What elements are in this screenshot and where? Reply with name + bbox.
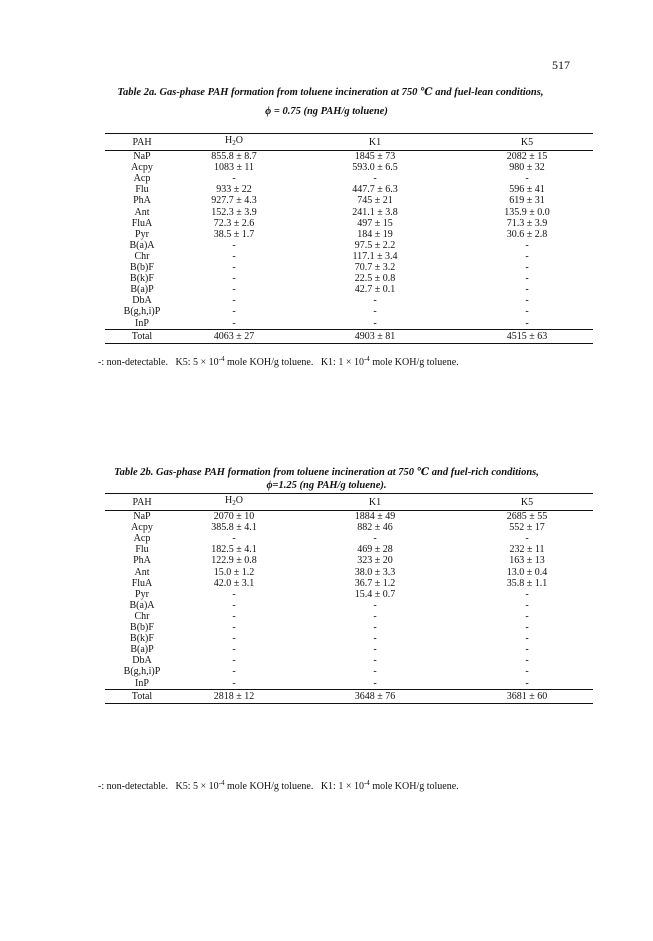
table-a-pah-name: NaP [133, 151, 151, 163]
table-a-row [105, 240, 593, 251]
table-a-caption-condition: ϕ = 0.75 (ng PAH/g toluene) [265, 106, 388, 117]
table-a-pah-name: B(b)F [130, 262, 154, 274]
table-a-cell: - [232, 173, 236, 185]
table-a-cell: 72.3 ± 2.6 [213, 217, 255, 229]
table-b-cell: 385.8 ± 4.1 [211, 522, 257, 534]
table-a-row [105, 162, 593, 173]
table-a-cell: - [525, 295, 529, 307]
table-a-cell: - [232, 306, 236, 318]
table-a-cell: 619 ± 31 [509, 195, 545, 207]
table-a-body [105, 151, 593, 344]
table-b-cell: - [373, 533, 377, 545]
table-a-cell: 980 ± 32 [509, 162, 545, 174]
table-b-total-cell: 3648 ± 76 [289, 689, 461, 703]
table-a-total-cell: 4515 ± 63 [461, 329, 593, 343]
table-b-cell: - [232, 610, 236, 622]
table-b-pah-name: B(a)P [130, 644, 154, 656]
table-b-row [105, 622, 593, 633]
table-b-cell: - [525, 599, 529, 611]
table-a-cell: 152.3 ± 3.9 [211, 206, 257, 218]
table-b-cell: - [525, 633, 529, 645]
table-a-row [105, 273, 593, 284]
table-a-row [105, 251, 593, 262]
table-b-row [105, 567, 593, 578]
table-b-cell: 469 ± 28 [357, 544, 393, 556]
table-a-header-h2o: $H_2O$ [179, 134, 289, 151]
table-a-cell: 38.5 ± 1.7 [213, 228, 255, 240]
table-a-cell: - [373, 295, 377, 307]
table-a-cell: 593.0 ± 6.5 [352, 162, 398, 174]
table-a-pah-name: Acpy [131, 162, 153, 174]
table-b-cell: 323 ± 20 [357, 555, 393, 567]
table-b-pah-name: B(k)F [130, 633, 154, 645]
table-b-cell: - [232, 633, 236, 645]
table-b-total-label: Total [105, 689, 179, 703]
table-a-pah-name: DbA [132, 295, 152, 307]
table-b-cell: 122.9 ± 0.8 [211, 555, 257, 567]
table-a-cell: 184 ± 19 [357, 228, 393, 240]
table-b-cell: 36.7 ± 1.2 [354, 577, 396, 589]
table-a-pah-name: PhA [133, 195, 151, 207]
table-b-cell: 42.0 ± 3.1 [213, 577, 255, 589]
table-b-row [105, 533, 593, 544]
table-b-header-row [105, 494, 593, 511]
table-a-header-pah: PAH [105, 134, 179, 151]
table-a-cell: 596 ± 41 [509, 184, 545, 196]
table-a-cell: 22.5 ± 0.8 [354, 273, 396, 285]
table-a-row [105, 295, 593, 306]
table-a-cell: 2082 ± 15 [506, 151, 548, 163]
table-a-row [105, 195, 593, 206]
table-a-pah-name: Ant [134, 206, 150, 218]
table-b-cell: - [232, 533, 236, 545]
table-a-caption-title: Table 2a. Gas-phase PAH formation from toluene incineration at 750 ℃ and fuel-lean conditions, [117, 87, 544, 98]
table-a-cell: - [373, 306, 377, 318]
table-a [105, 133, 593, 344]
table-a-cell: - [525, 239, 529, 251]
table-b-cell: - [525, 588, 529, 600]
table-b-cell: 38.0 ± 3.3 [354, 566, 396, 578]
table-a-cell: - [525, 173, 529, 185]
table-a-cell: - [525, 262, 529, 274]
table-b-row [105, 589, 593, 600]
table-b-cell: - [373, 610, 377, 622]
table-a-row [105, 173, 593, 184]
table-a-total-cell: 4903 ± 81 [289, 329, 461, 343]
table-b-cell: - [525, 622, 529, 634]
table-b-cell: 232 ± 11 [509, 544, 545, 556]
table-a-cell: - [373, 317, 377, 329]
table-b-row [105, 611, 593, 622]
table-b-total-row [105, 689, 593, 703]
table-a-header-k1: K1 [289, 134, 461, 151]
table-b-cell: - [232, 677, 236, 689]
table-b-caption-title: Table 2b. Gas-phase PAH formation from toluene incineration at 750 ℃ and fuel-rich conditions, [114, 467, 539, 478]
table-b-cell: - [525, 677, 529, 689]
table-b-pah-name: B(g,h,i)P [123, 666, 161, 678]
table-b-body [105, 511, 593, 704]
table-b-pah-name: Chr [134, 610, 150, 622]
table-a-row [105, 218, 593, 229]
table-a-cell: 42.7 ± 0.1 [354, 284, 396, 296]
table-a-cell: 241.1 ± 3.8 [352, 206, 398, 218]
table-a-total-label: Total [105, 329, 179, 343]
table-b-cell: - [232, 588, 236, 600]
table-b-cell: 1884 ± 49 [354, 511, 396, 523]
table-a-cell: 497 ± 15 [357, 217, 393, 229]
table-a-row [105, 151, 593, 163]
table-b-pah-name: Acpy [131, 522, 153, 534]
table-b-cell: - [373, 666, 377, 678]
table-a-cell: - [232, 317, 236, 329]
table-a-pah-name: FluA [131, 217, 153, 229]
table-b-pah-name: NaP [133, 511, 151, 523]
table-a-row [105, 262, 593, 273]
page-number: 517 [552, 58, 570, 72]
table-b-row [105, 678, 593, 690]
table-a-row [105, 184, 593, 195]
table-b-cell: - [525, 666, 529, 678]
table-b-footnote: -: non-detectable. K5: $5 \times 10^{-4}$ mole KOH/g toluene. K1: $1 \times 10^{-4}$ mole KOH/g toluene. [98, 779, 459, 792]
table-b-cell: - [373, 677, 377, 689]
table-a-pah-name: Flu [135, 184, 149, 196]
table-a-cell: 745 ± 21 [357, 195, 393, 207]
table-b-cell: 2685 ± 55 [506, 511, 548, 523]
table-b-cell: - [232, 644, 236, 656]
table-a-cell: - [525, 306, 529, 318]
table-a-cell: 1083 ± 11 [213, 162, 255, 174]
table-b-cell: - [525, 644, 529, 656]
table-a-cell: 30.6 ± 2.8 [506, 228, 548, 240]
table-b-cell: - [525, 610, 529, 622]
table-b-row [105, 555, 593, 566]
table-a-row [105, 318, 593, 330]
table-b-cell: - [232, 655, 236, 667]
table-a-pah-name: Pyr [135, 228, 149, 240]
table-a-pah-name: InP [135, 317, 149, 329]
table-b-cell: - [373, 644, 377, 656]
table-b-cell: 882 ± 46 [357, 522, 393, 534]
table-b-cell: - [373, 633, 377, 645]
table-b-cell: - [373, 622, 377, 634]
table-b-total-cell: 3681 ± 60 [461, 689, 593, 703]
table-b-cell: - [525, 655, 529, 667]
table-b-pah-name: Pyr [135, 588, 149, 600]
table-a-cell: - [232, 284, 236, 296]
table-a-cell: - [525, 273, 529, 285]
table-a-footnote: -: non-detectable. K5: $5 \times 10^{-4}$ mole KOH/g toluene. K1: $1 \times 10^{-4}$ mole KOH/g toluene. [98, 355, 459, 368]
table-b-cell: 182.5 ± 4.1 [211, 544, 257, 556]
table-b-row [105, 600, 593, 611]
table-b-pah-name: Ant [134, 566, 150, 578]
table-b-row [105, 644, 593, 655]
table-a-cell: - [232, 295, 236, 307]
table-a-pah-name: B(a)P [130, 284, 154, 296]
table-a-cell: - [232, 262, 236, 274]
table-a-cell: 97.5 ± 2.2 [354, 239, 396, 251]
table-a-cell: - [232, 273, 236, 285]
table-b-pah-name: Acp [133, 533, 151, 545]
table-b-cell: 15.4 ± 0.7 [354, 588, 396, 600]
table-a-cell: 447.7 ± 6.3 [352, 184, 398, 196]
table-a-cell: 855.8 ± 8.7 [211, 151, 257, 163]
table-a-cell: - [525, 317, 529, 329]
table-a-header-k5: K5 [461, 134, 593, 151]
table-a-total-row [105, 329, 593, 343]
table-b-cell: - [373, 599, 377, 611]
table-a-total-cell: 4063 ± 27 [179, 329, 289, 343]
table-b-cell: 163 ± 13 [509, 555, 545, 567]
table-a-pah-name: B(g,h,i)P [123, 306, 161, 318]
table-b-cell: - [373, 655, 377, 667]
table-a-header-row [105, 134, 593, 151]
table-a-pah-name: Acp [133, 173, 151, 185]
table-b-row [105, 578, 593, 589]
table-a-cell: 135.9 ± 0.0 [504, 206, 550, 218]
table-a-cell: - [232, 239, 236, 251]
table-b-header-pah: PAH [105, 494, 179, 511]
table-b-cell: 35.8 ± 1.1 [506, 577, 548, 589]
table-a-cell: - [373, 173, 377, 185]
table-b-cell: - [232, 622, 236, 634]
table-b-cell: 2070 ± 10 [213, 511, 255, 523]
table-b-pah-name: FluA [131, 577, 153, 589]
table-a-row [105, 229, 593, 240]
table-b-row [105, 511, 593, 523]
table-b-header-h2o: $H_2O$ [179, 494, 289, 511]
table-a-pah-name: Chr [134, 250, 150, 262]
table-b-header-k5: K5 [461, 494, 593, 511]
table-b-pah-name: DbA [132, 655, 152, 667]
table-b-row [105, 522, 593, 533]
table-a-cell: 933 ± 22 [216, 184, 252, 196]
table-b-row [105, 655, 593, 666]
table-a-cell: - [525, 284, 529, 296]
table-b-cell: - [232, 666, 236, 678]
table-a-caption [0, 86, 653, 117]
table-a-row [105, 207, 593, 218]
table-b-header-k1: K1 [289, 494, 461, 511]
table-a-cell: - [232, 250, 236, 262]
table-b-total-cell: 2818 ± 12 [179, 689, 289, 703]
table-a-cell: 117.1 ± 3.4 [352, 250, 398, 262]
table-b-row [105, 633, 593, 644]
table-b-cell: 15.0 ± 1.2 [213, 566, 255, 578]
table-b-cell: - [525, 533, 529, 545]
table-b-row [105, 544, 593, 555]
table-a-cell: 927.7 ± 4.3 [211, 195, 257, 207]
table-b-caption [0, 466, 653, 491]
table-b-pah-name: InP [135, 677, 149, 689]
table-a-row [105, 306, 593, 317]
table-b-caption-condition: ϕ=1.25 (ng PAH/g toluene). [266, 480, 387, 491]
table-a-cell: - [525, 250, 529, 262]
table-a-cell: 70.7 ± 3.2 [354, 262, 396, 274]
table-a-pah-name: B(a)A [129, 239, 155, 251]
table-a-cell: 1845 ± 73 [354, 151, 396, 163]
table-b-cell: - [232, 599, 236, 611]
table-b-pah-name: B(a)A [129, 599, 155, 611]
table-a-row [105, 284, 593, 295]
table-b-cell: 552 ± 17 [509, 522, 545, 534]
table-b-pah-name: PhA [133, 555, 151, 567]
table-b-pah-name: Flu [135, 544, 149, 556]
table-b-row [105, 666, 593, 677]
table-b [105, 493, 593, 704]
table-b-cell: 13.0 ± 0.4 [506, 566, 548, 578]
table-a-cell: 71.3 ± 3.9 [506, 217, 548, 229]
table-a-pah-name: B(k)F [130, 273, 154, 285]
table-b-pah-name: B(b)F [130, 622, 154, 634]
